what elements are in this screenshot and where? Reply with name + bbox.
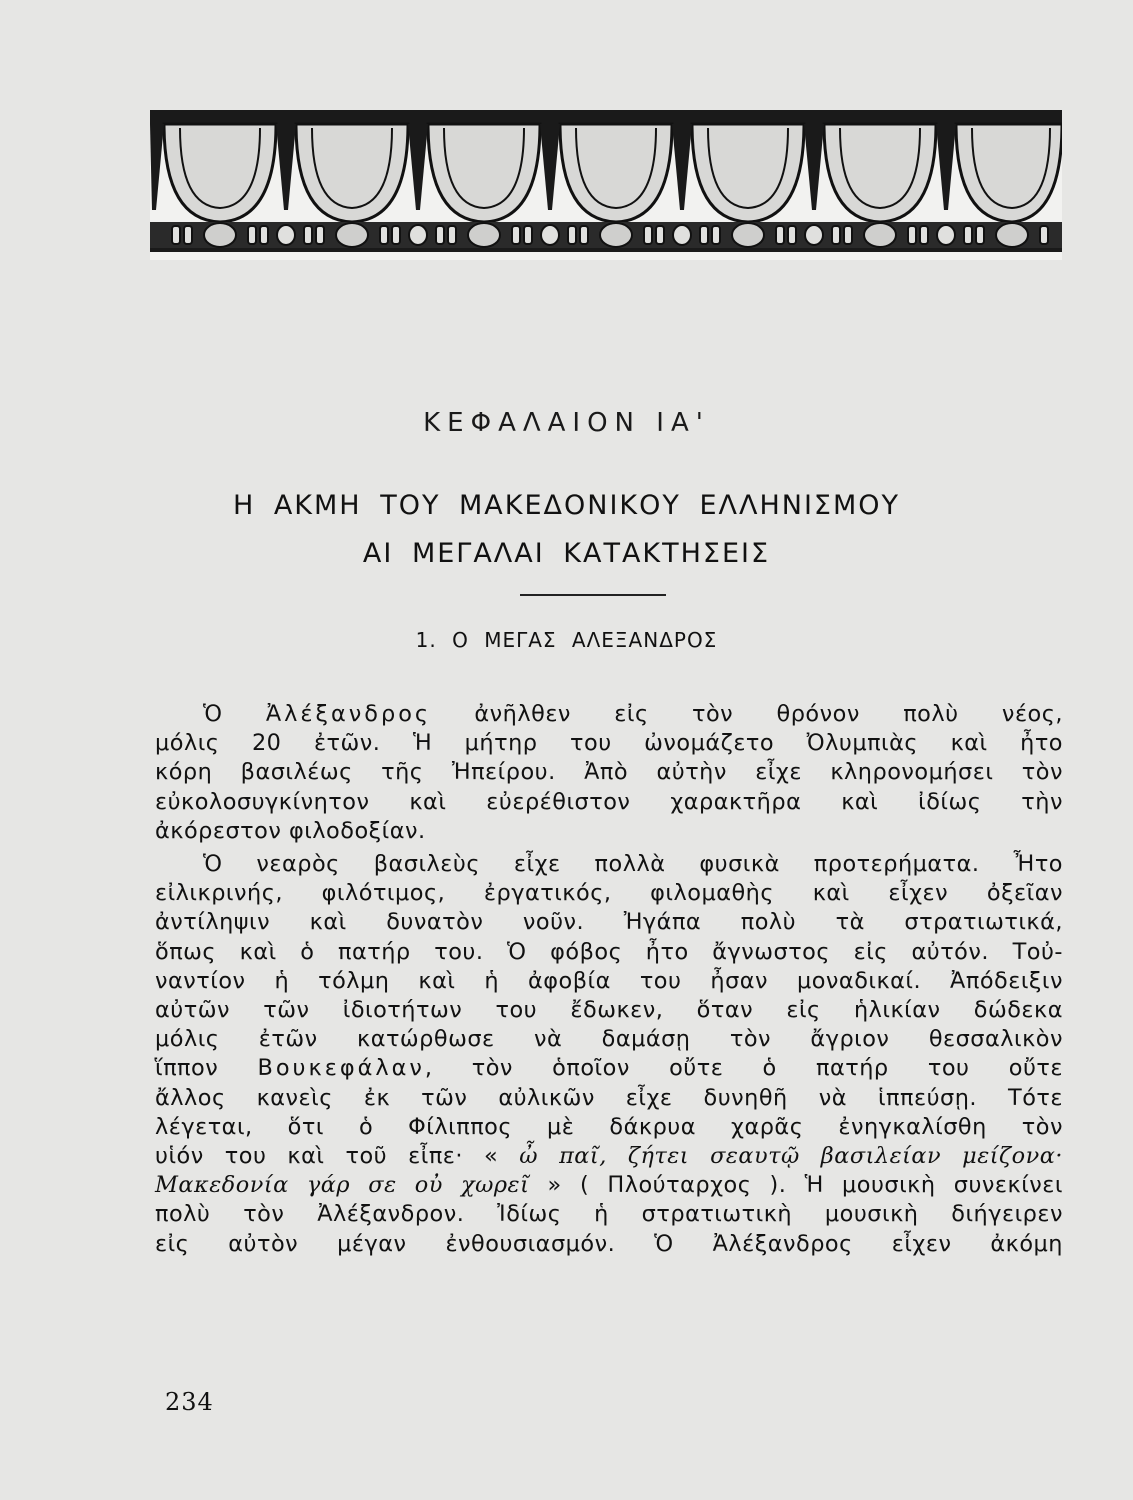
line-8-end: , τὸν ὁποῖον οὔτε ὁ πατήρ του οὔτε [424, 1055, 1063, 1082]
paragraph-2 [155, 850, 1063, 1259]
paragraph-2-line-12 [155, 1171, 1063, 1200]
paragraph-2-line-7: μόλις ἐτῶν κατώρθωσε νὰ δαμάσῃ τὸν ἄγριον θεσσαλικὸν [155, 1026, 1063, 1053]
line-12-quote: Μακεδονία γάρ σε οὐ χωρεῖ [155, 1172, 530, 1199]
paragraph-2-line-4: ὅπως καὶ ὁ πατήρ του. Ὁ φόβος ἦτο ἄγνωστος εἰς αὐτόν. Τοὐ- [155, 938, 1063, 965]
paragraph-2-line-8 [155, 1054, 1063, 1083]
paragraph-2-line-6: αὐτῶν τῶν ἰδιοτήτων του ἔδωκεν, ὅταν εἰς ἡλικίαν δώδεκα [155, 997, 1063, 1024]
paragraph-1-line-2: μόλις 20 ἐτῶν. Ἡ μήτηρ του ὠνομάζετο Ὀλυμπιὰς καὶ ἦτο [155, 730, 1063, 757]
line-11-start: υἱόν του καὶ τοῦ εἶπε· « [155, 1143, 520, 1170]
paragraph-1-prefix: Ὁ [203, 701, 266, 727]
chapter-title-line2: ΑΙ ΜΕΓΑΛΑΙ ΚΑΤΑΚΤΗΣΕΙΣ [362, 538, 771, 569]
paragraph-2-line-5: ναντίον ἡ τόλμη καὶ ἡ ἀφοβία του ἦσαν μοναδικαί. Ἀπόδειξιν [155, 967, 1063, 994]
page-number: 234 [165, 1388, 214, 1416]
paragraph-2-line-9: ἄλλος κανεὶς ἐκ τῶν αὐλικῶν εἶχε δυνηθῆ νὰ ἱππεύσῃ. Τότε [155, 1084, 1063, 1111]
paragraph-2-line-3: ἀντίληψιν καὶ δυνατὸν νοῦν. Ἠγάπα πολὺ τὰ στρατιωτικά, [155, 909, 1063, 936]
chapter-heading: ΚΕΦΑΛΑΙΟΝ ΙΑ' [423, 408, 710, 438]
decorative-frieze [150, 110, 1062, 260]
paragraph-1-line-1 [155, 700, 1063, 729]
paragraph-2-line-2: εἰλικρινής, φιλότιμος, ἐργατικός, φιλομαθὴς καὶ εἶχεν ὀξεῖαν [155, 880, 1063, 907]
line-8-start: ἵππον [155, 1055, 258, 1082]
body-text [155, 700, 1063, 1263]
paragraph-1-line-3: κόρη βασιλέως τῆς Ἠπείρου. Ἀπὸ αὐτὴν εἶχε κληρονομήσει τὸν [155, 759, 1063, 786]
line-12-end: » ( Πλούταρχος ). Ἡ μουσικὴ συνεκίνει [529, 1172, 1063, 1199]
paragraph-1 [155, 700, 1063, 846]
chapter-title-line1: Η ΑΚΜΗ ΤΟΥ ΜΑΚΕΔΟΝΙΚΟΥ ΕΛΛΗΝΙΣΜΟΥ [232, 490, 901, 521]
paragraph-2-line-14: εἰς αὐτὸν μέγαν ἐνθουσιασμόν. Ὁ Ἀλέξανδρος εἶχεν ἀκόμη [155, 1230, 1063, 1257]
paragraph-2-line-10: λέγεται, ὅτι ὁ Φίλιππος μὲ δάκρυα χαρᾶς ἐνηγκαλίσθη τὸν [155, 1113, 1063, 1140]
paragraph-2-line-1: Ὁ νεαρὸς βασιλεὺς εἶχε πολλὰ φυσικὰ προτερήματα. Ἦτο [203, 851, 1063, 878]
line-11-quote: ὦ παῖ, ζήτει σεαυτῷ βασιλείαν μείζονα· [519, 1143, 1063, 1170]
paragraph-1-rest: ἀνῆλθεν εἰς τὸν θρόνον πολὺ νέος, [431, 701, 1063, 727]
paragraph-1-line-4: εὐκολοσυγκίνητον καὶ εὐερέθιστον χαρακτῆρα καὶ ἰδίως τὴν [155, 788, 1063, 815]
section-heading: 1. Ο ΜΕΓΑΣ ΑΛΕΞΑΝΔΡΟΣ [415, 628, 718, 652]
title-divider [520, 594, 666, 596]
paragraph-2-line-11 [155, 1142, 1063, 1171]
paragraph-1-name: Ἀλέξανδρος [265, 701, 432, 727]
line-8-name: Βουκεφάλαν [257, 1055, 425, 1082]
paragraph-1-line-5: ἀκόρεστον φιλοδοξίαν. [155, 817, 426, 844]
paragraph-2-line-13: πολὺ τὸν Ἀλέξανδρον. Ἰδίως ἡ στρατιωτικὴ μουσικὴ διήγειρεν [155, 1201, 1063, 1228]
